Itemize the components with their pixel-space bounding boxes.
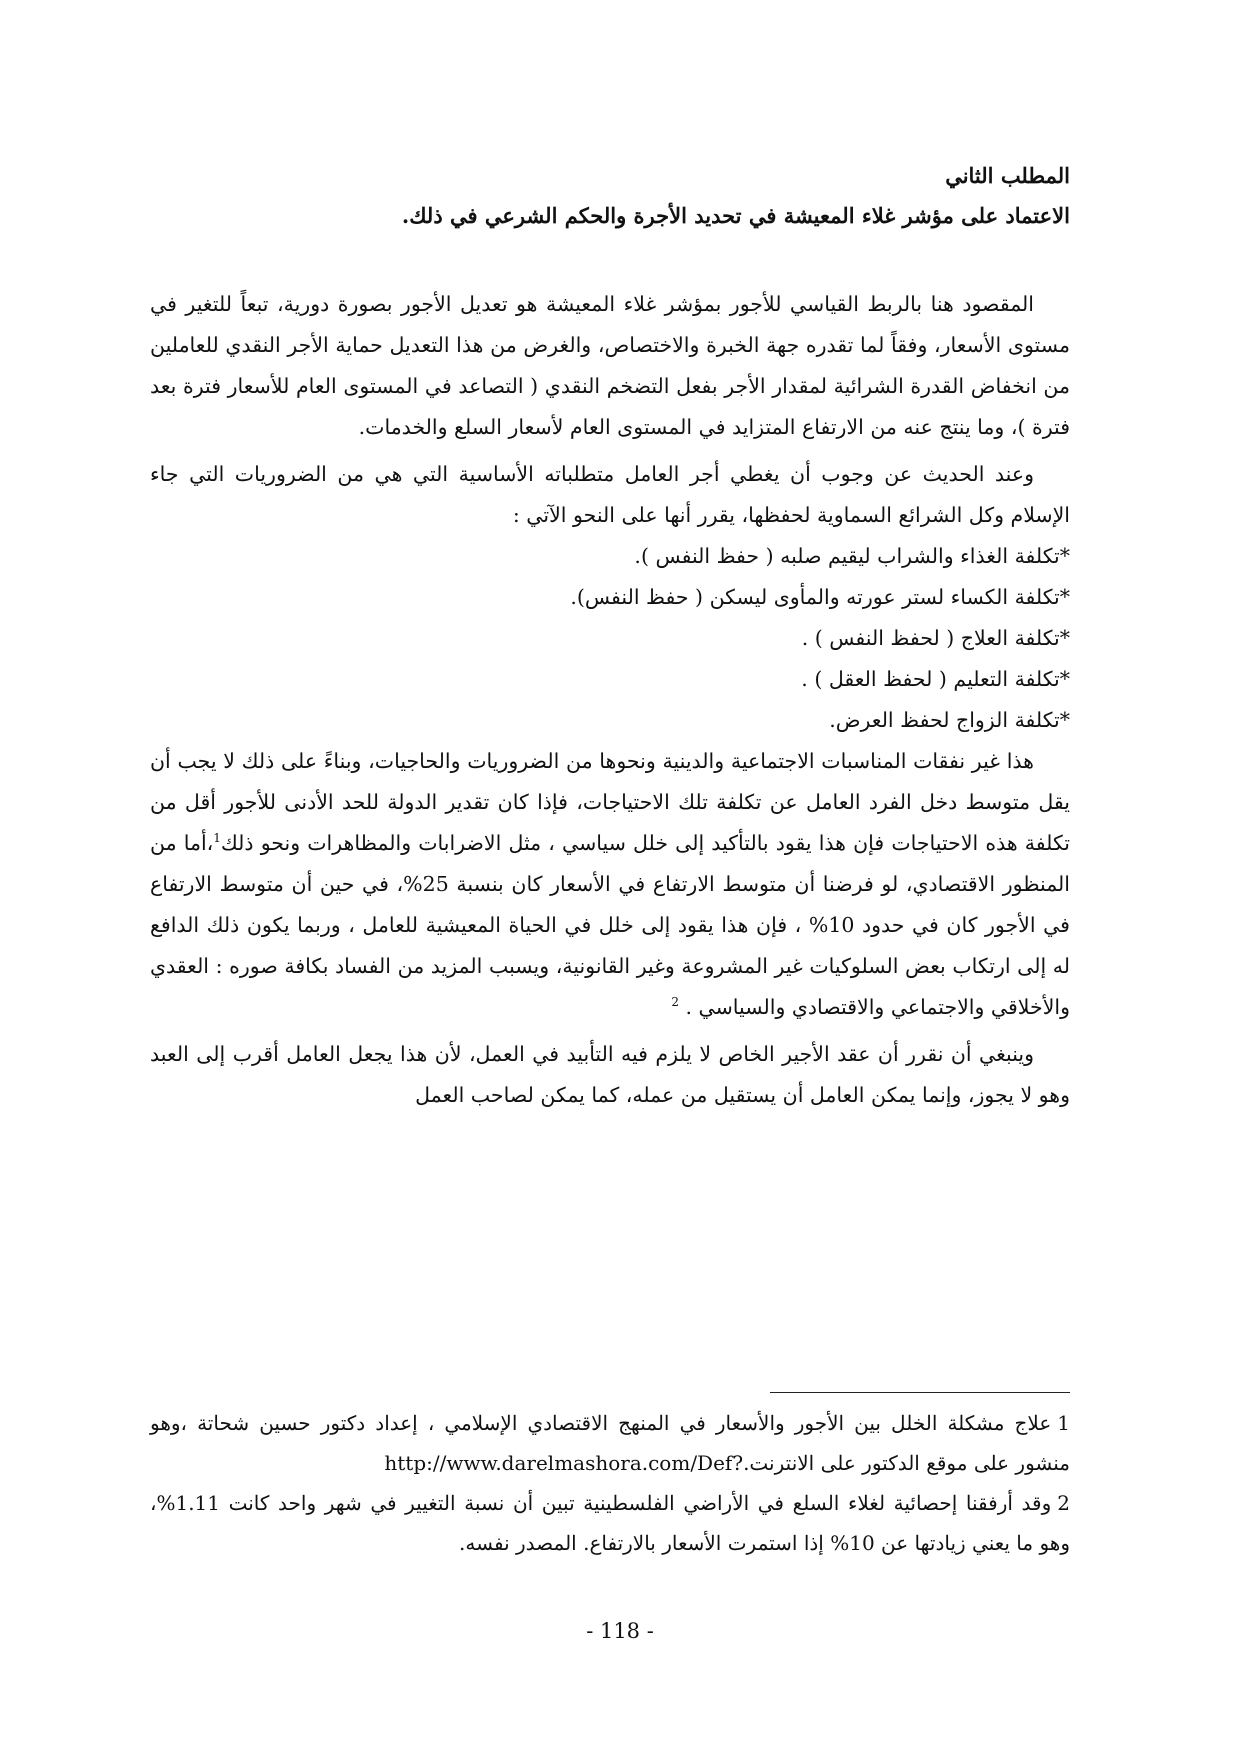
- section-heading: المطلب الثاني: [945, 163, 1070, 188]
- section-title: الاعتماد على مؤشر غلاء المعيشة في تحديد الأجرة والحكم الشرعي في ذلك.: [401, 203, 1070, 228]
- footnote-link[interactable]: http://www.darelmashora.com/Def?: [384, 1451, 744, 1475]
- footnote-ref-2[interactable]: 2: [671, 995, 679, 1010]
- paragraph-necessities: وعند الحديث عن وجوب أن يغطي أجر العامل متطلباته الأساسية التي هي من الضروريات التي جاء الإسلام وكل الشرائع السماوية لحفظها، يقرر أنها على النحو الآتي :: [150, 462, 1070, 527]
- paragraph-text: ،أما من المنظور الاقتصادي، لو فرضنا أن متوسط الارتفاع في الأسعار كان بنسبة 25%، في حين أن متوسط الارتفاع في الأجور كان في حدود 10% ، فإن هذا يقود إلى خلل في الحياة المعيشية للعامل ، وربما يكون ذلك الدافع له إلى ارتكاب بعض السلوكيات غير المشروعة وغير القانونية، ويسبب المزيد من الفساد بكافة صوره : العقدي والأخلاقي والاجتماعي والاقتصادي والسياسي .: [150, 831, 1070, 1019]
- list-item: * تكلفة الغذاء والشراب ليقيم صلبه ( حفظ النفس ).: [150, 536, 1070, 577]
- list-item: * تكلفة العلاج ( لحفظ النفس ) .: [150, 618, 1070, 659]
- list-item: * تكلفة الزواج لحفظ العرض.: [150, 700, 1070, 741]
- page-number: - 118 -: [586, 1619, 654, 1643]
- footnote-2: [150, 1483, 1070, 1563]
- paragraph-contract: وينبغي أن نقرر أن عقد الأجير الخاص لا يلزم فيه التأبيد في العمل، لأن هذا يجعل العامل أقرب إلى العبد وهو لا يجوز، وإنما يمكن العامل أن يستقيل من عمله، كما يمكن لصاحب العمل: [150, 1042, 1070, 1107]
- footnote-ref-1[interactable]: 1: [213, 831, 221, 846]
- paragraph-definition: المقصود هنا بالربط القياسي للأجور بمؤشر غلاء المعيشة هو تعديل الأجور بصورة دورية، تبعاً للتغير في مستوى الأسعار، وفقاً لما تقدره جهة الخبرة والاختصاص، والغرض من هذا التعديل حماية الأجر النقدي للعاملين من انخفاض القدرة الشرائية لمقدار الأجر بفعل التضخم النقدي ( التصاعد في المستوى العام للأسعار فترة بعد فترة )، وما ينتج عنه من الارتفاع المتزايد في المستوى العام لأسعار السلع والخدمات.: [150, 292, 1070, 439]
- paragraph-economic-impact: [150, 741, 1070, 1028]
- list-item: * تكلفة الكساء لستر عورته والمأوى ليسكن ( حفظ النفس).: [150, 577, 1070, 618]
- footnote-text: وقد أرفقنا إحصائية لغلاء السلع في الأراضي الفلسطينية تبين أن نسبة التغيير في شهر واحد كانت 1.11%، وهو ما يعني زيادتها عن 10% إذا استمرت الأسعار بالارتفاع. المصدر نفسه.: [150, 1491, 1070, 1555]
- footnote-number: 1: [1057, 1411, 1070, 1435]
- footnote-text: علاج مشكلة الخلل بين الأجور والأسعار في المنهج الاقتصادي الإسلامي ، إعداد دكتور حسين شحاتة ،وهو منشور على موقع الدكتور على الانترنت.: [150, 1411, 1070, 1475]
- paragraph-text: هذا غير نفقات المناسبات الاجتماعية والدينية ونحوها من الضروريات والحاجيات، وبناءً على ذلك لا يجب أن يقل متوسط دخل الفرد العامل عن تكلفة تلك الاحتياجات، فإذا كان تقدير الدولة للحد الأدنى للأجور أقل من تكلفة هذه الاحتياجات فإن هذا يقود بالتأكيد إلى خلل سياسي ، مثل الاضرابات والمظاهرات ونحو ذلك: [150, 749, 1070, 855]
- list-item: * تكلفة التعليم ( لحفظ العقل ) .: [150, 659, 1070, 700]
- footnotes: [150, 1392, 1070, 1563]
- main-content: [150, 156, 1070, 1116]
- footnote-number: 2: [1057, 1491, 1070, 1515]
- necessities-list: [150, 536, 1070, 741]
- footnote-divider: [770, 1392, 1070, 1393]
- footnote-1: [150, 1403, 1070, 1483]
